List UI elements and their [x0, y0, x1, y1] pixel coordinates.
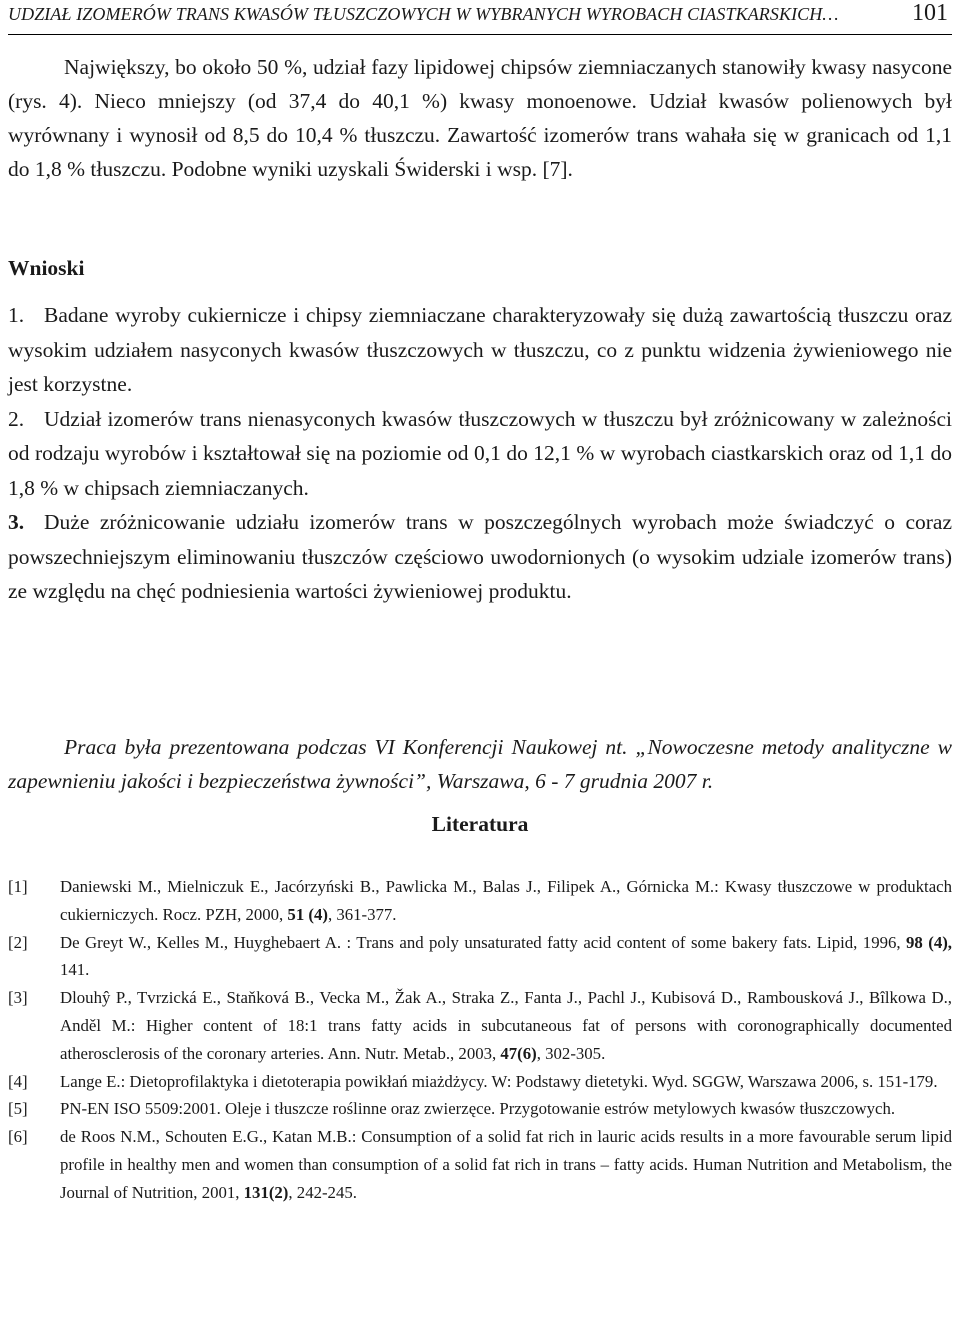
reference-item	[8, 929, 952, 985]
reference-item	[8, 1095, 952, 1123]
reference-text-tail: 141.	[60, 960, 90, 980]
page-number: 101	[912, 0, 948, 26]
reference-text-main: Dlouhŷ P., Tvrzická E., Staňková B., Vecka M., Žak A., Straka Z., Fanta J., Pachl J., Kubisová D., Rambousková J., Bîlkowa D., Anděl M.: Higher content of 18:1 trans fatty acids in subcutaneous fat of persons with coronographically documented atherosclerosis of the coronary arteries. Ann. Nutr. Metab., 2003,	[60, 988, 952, 1063]
reference-text-tail: , 242-245.	[288, 1182, 357, 1202]
conclusion-text: Udział izomerów trans nienasyconych kwasów tłuszczowych w tłuszczu był zróżnicowany w zależności od rodzaju wyrobów i kształtował się na poziomie od 0,1 do 12,1 % w wyrobach ciastkarskich oraz od 1,1 do 1,8 % w chipsach ziemniaczanych.	[8, 406, 952, 500]
reference-number: [6]	[8, 1127, 28, 1147]
conclusion-item	[8, 505, 952, 609]
reference-text-main: De Greyt W., Kelles M., Huyghebaert A. : Trans and poly unsaturated fatty acid content of some bakery fats. Lipid, 1996,	[60, 932, 907, 952]
running-title: UDZIAŁ IZOMERÓW TRANS KWASÓW TŁUSZCZOWYCH W WYBRANYCH WYROBACH CIASTKARSKICH…	[8, 4, 839, 24]
presentation-note: Praca była prezentowana podczas VI Konferencji Naukowej nt. „Nowoczesne metody analityczne w zapewnieniu jakości i bezpieczeństwa żywności”, Warszawa, 6 - 7 grudnia 2007 r.	[8, 734, 952, 793]
reference-text	[60, 1123, 952, 1206]
reference-item	[8, 873, 952, 929]
intro-paragraph: Największy, bo około 50 %, udział fazy lipidowej chipsów ziemniaczanych stanowiły kwasy nasycone (rys. 4). Nieco mniejszy (od 37,4 do 40,1 %) kwasy monoenowe. Udział kwasów polienowych był wyrównany i wynosił od 8,5 do 10,4 % tłuszczu. Zawartość izomerów trans wahała się w granicach od 1,1 do 1,8 % tłuszczu. Podobne wyniki uzyskali Świderski i wsp. [7].	[8, 55, 952, 181]
conclusion-number: 2.	[8, 406, 25, 431]
conclusion-text: Badane wyroby cukiernicze i chipsy ziemniaczane charakteryzowały się dużą zawartością tłuszczu oraz wysokim udziałem nasyconych kwasów tłuszczowych w tłuszczu, co z punktu widzenia żywieniowego nie jest korzystne.	[8, 303, 952, 396]
reference-number: [3]	[8, 988, 28, 1008]
reference-text-main: de Roos N.M., Schouten E.G., Katan M.B.: Consumption of a solid fat rich in lauric acids results in a more favourable serum lipid profile in healthy men and women than consumption of a solid fat rich in trans – fatty acids. Human Nutrition and Metabolism, the Journal of Nutrition, 2001,	[60, 1127, 952, 1202]
reference-item	[8, 984, 952, 1067]
reference-number: [4]	[8, 1071, 28, 1091]
reference-text-tail: , 302-305.	[536, 1043, 606, 1063]
running-header	[8, 0, 952, 35]
conclusion-item	[8, 402, 952, 506]
reference-text-tail: , 361-377.	[327, 904, 397, 924]
reference-item	[8, 1068, 952, 1096]
reference-text	[60, 1068, 952, 1096]
conclusion-text: Duże zróżnicowanie udziału izomerów trans w poszczególnych wyrobach może świadczyć o coraz powszechniejszym eliminowaniu tłuszczów częściowo uwodornionych (o wysokim udziale izomerów trans) ze względu na chęć podniesienia wartości żywieniowej produktu.	[8, 510, 952, 603]
conclusions-heading: Wnioski	[8, 256, 85, 280]
reference-text	[60, 873, 952, 929]
reference-text-main: Lange E.: Dietoprofilaktyka i dietoterapia powikłań miażdżycy. W: Podstawy dietetyki. Wyd. SGGW, Warszawa 2006, s. 151-179.	[60, 1071, 938, 1091]
reference-number: [5]	[8, 1099, 28, 1119]
reference-text	[60, 929, 952, 985]
reference-volume: 51 (4)	[287, 904, 328, 924]
reference-list	[8, 873, 952, 1207]
reference-volume: 47(6)	[500, 1043, 537, 1063]
reference-text	[60, 1095, 952, 1123]
reference-text	[60, 984, 952, 1067]
conclusion-item	[8, 298, 952, 402]
conclusion-number: 1.	[8, 303, 25, 327]
reference-number: [1]	[8, 877, 28, 896]
reference-item	[8, 1123, 952, 1206]
reference-text-main: Daniewski M., Mielniczuk E., Jacórzyński B., Pawlicka M., Balas J., Filipek A., Górnicka M.: Kwasy tłuszczowe w produktach cukierniczych. Rocz. PZH, 2000,	[60, 877, 952, 924]
reference-volume: 131(2)	[243, 1182, 289, 1202]
reference-text-main: PN-EN ISO 5509:2001. Oleje i tłuszcze roślinne oraz zwierzęce. Przygotowanie estrów metylowych kwasów tłuszczowych.	[60, 1099, 896, 1119]
intro-section	[8, 50, 952, 186]
literature-heading: Literatura	[431, 812, 529, 836]
conclusions-list	[8, 298, 952, 609]
conclusion-number: 3.	[8, 510, 25, 534]
reference-number: [2]	[8, 932, 28, 952]
reference-volume: 98 (4),	[906, 932, 953, 952]
